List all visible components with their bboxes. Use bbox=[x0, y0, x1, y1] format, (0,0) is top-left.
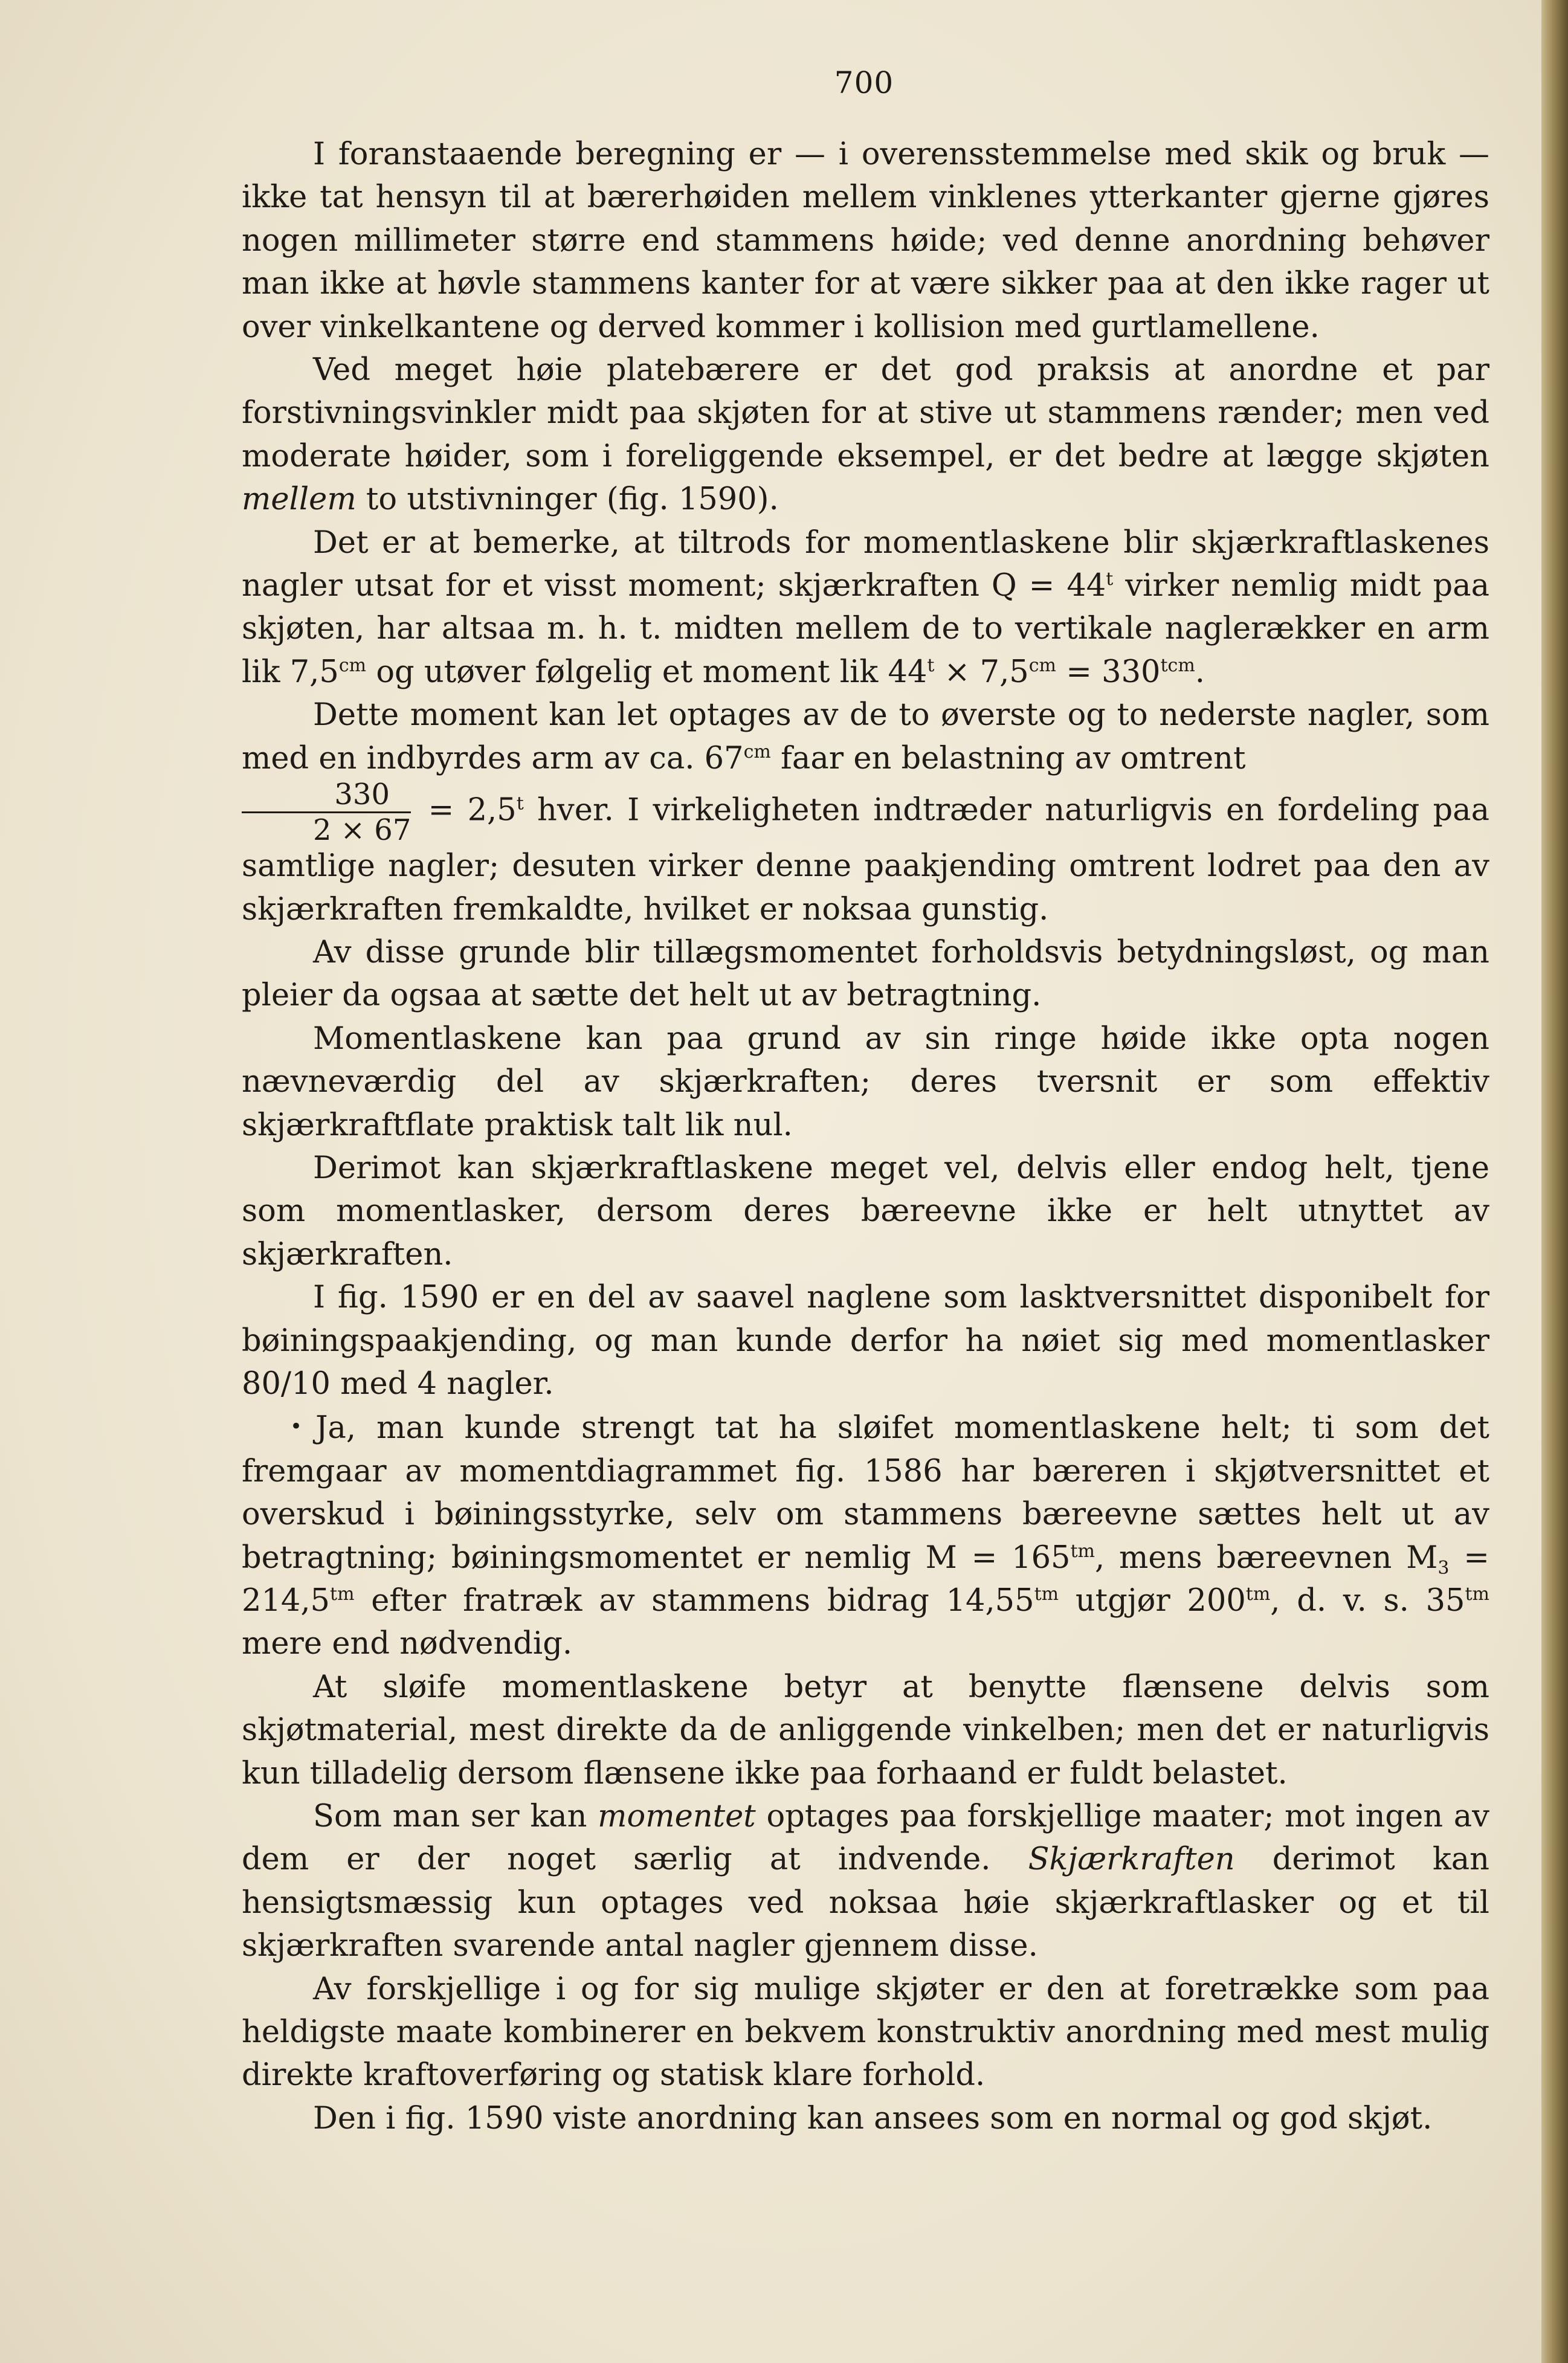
paragraph-8 bbox=[242, 1276, 1489, 1405]
p9-text-g: mere end nødvendig. bbox=[242, 1626, 573, 1662]
paragraph-4 bbox=[242, 694, 1489, 931]
paragraph-7 bbox=[242, 1147, 1489, 1276]
unit-superscript: t bbox=[1106, 569, 1114, 590]
paragraph-1-text: I foranstaaende beregning er — i overensstemmelse med skik og bruk — ikke tat hensyn til at bærerhøiden mellem vinklenes ytterkanter gjerne gjøres nogen millimeter større end stammens høide; ved denne anordning behøver man ikke at høvle stammens kanter for at være sikker paa at den ikke rager ut over vinkelkantene og derved kommer i kollision med gurtlamellene. bbox=[242, 137, 1489, 345]
p3-text-a: Det er at bemerke, at tiltrods for momentlaskene blir skjærkraftlaskenes nagler utsat for et visst moment; skjærkraften Q = 44 bbox=[242, 524, 1489, 604]
paragraph-6-text: Momentlaskene kan paa grund av sin ringe høide ikke opta nogen nævneværdig del av skjærkraften; deres tversnit er som effektiv skjærkraftflate praktisk talt lik nul. bbox=[242, 1020, 1489, 1143]
unit-superscript: cm bbox=[338, 654, 367, 676]
unit-superscript: tm bbox=[330, 1584, 355, 1605]
p3-text-f: . bbox=[1195, 654, 1205, 690]
book-spine-edge bbox=[1541, 0, 1568, 2363]
p9-text-c: = 214,5 bbox=[242, 1539, 1489, 1619]
bullet-mark: • bbox=[290, 1414, 303, 1439]
p4-text-d: hver. I virkeligheten indtræder naturligvis en fordeling paa samtlige nagler; desuten virker denne paakjending omtrent lodret paa den av skjærkraften fremkaldte, hvilket er noksaa gunstig. bbox=[242, 792, 1489, 927]
paragraph-9 bbox=[242, 1405, 1489, 1665]
unit-superscript: tcm bbox=[1160, 654, 1195, 676]
paragraph-13-text: Den i fig. 1590 viste anordning kan ansees som en normal og god skjøt. bbox=[313, 2100, 1433, 2136]
paragraph-10-text: At sløife momentlaskene betyr at benytte flænsene delvis som skjøtmaterial, mest direkte da de anliggende vinkelben; men det er naturligvis kun tilladelig dersom flænsene ikke paa forhaand er fuldt belastet. bbox=[242, 1669, 1489, 1791]
p9-text-e: utgjør 200 bbox=[1059, 1583, 1246, 1619]
p3-text-d: × 7,5 bbox=[934, 654, 1029, 690]
p4-text-b: faar en belastning av omtrent bbox=[770, 740, 1246, 776]
emphasis-mellem: mellem bbox=[242, 482, 357, 518]
unit-superscript: tm bbox=[1034, 1584, 1059, 1605]
p9-text-f: , d. v. s. 35 bbox=[1270, 1583, 1465, 1619]
paragraph-13 bbox=[242, 2097, 1489, 2140]
p9-text-b: , mens bæreevnen M bbox=[1094, 1539, 1438, 1576]
fraction bbox=[242, 778, 411, 848]
paragraph-5 bbox=[242, 931, 1489, 1017]
paragraph-12 bbox=[242, 1968, 1489, 2097]
paragraph-6 bbox=[242, 1017, 1489, 1147]
paragraph-3 bbox=[242, 521, 1489, 694]
paragraph-5-text: Av disse grunde blir tillægsmomentet forholdsvis betydningsløst, og man pleier da ogsaa at sætte det helt ut av betragtning. bbox=[242, 934, 1489, 1014]
emphasis-momentet: momentet bbox=[598, 1799, 756, 1835]
p9-text-a: Ja, man kunde strengt tat ha sløifet momentlaskene helt; ti som det fremgaar av momentdiagrammet fig. 1586 har bæreren i skjøtversnittet et overskud i bøiningsstyrke, selv om stammens bæreevne sættes helt ut av betragtning; bøiningsmomentet er nemlig M = 165 bbox=[242, 1410, 1489, 1576]
unit-superscript: t bbox=[516, 793, 524, 814]
unit-superscript: t bbox=[927, 654, 935, 676]
paragraph-7-text: Derimot kan skjærkraftlaskene meget vel, delvis eller endog helt, tjene som momentlasker, dersom deres bæreevne ikke er helt utnyttet av skjærkraften. bbox=[242, 1150, 1489, 1272]
subscript: 3 bbox=[1437, 1557, 1450, 1579]
p3-text-e: = 330 bbox=[1056, 654, 1161, 690]
paragraph-10 bbox=[242, 1666, 1489, 1795]
paragraph-2 bbox=[242, 349, 1489, 521]
fraction-numerator: 330 bbox=[242, 780, 411, 813]
unit-superscript: tm bbox=[1070, 1540, 1095, 1562]
unit-superscript: tm bbox=[1465, 1584, 1490, 1605]
emphasis-skjaerkraften: Skjærkraften bbox=[1028, 1842, 1235, 1878]
paragraph-2-text: Ved meget høie platebærere er det god praksis at anordne et par forstivningsvinkler midt paa skjøten for at stive ut stammens rænder; men ved moderate høider, som i foreliggende eksempel, er det bedre at lægge skjøten bbox=[242, 352, 1489, 474]
p3-text-b: virker nemlig midt paa skjøten, har altsaa m. h. t. midten mellem de to vertikale naglerækker en arm lik 7,5 bbox=[242, 568, 1489, 690]
p3-text-c: og utøver følgelig et moment lik 44 bbox=[366, 654, 928, 690]
paragraph-1 bbox=[242, 133, 1489, 349]
p4-text-c: = 2,5 bbox=[415, 792, 517, 828]
p9-text-d: efter fratræk av stammens bidrag 14,55 bbox=[354, 1583, 1034, 1619]
unit-superscript: cm bbox=[743, 741, 771, 762]
paragraph-8-text: I fig. 1590 er en del av saavel naglene som lasktversnittet disponibelt for bøiningspaakjending, og man kunde derfor ha nøiet sig med momentlasker 80/10 med 4 nagler. bbox=[242, 1280, 1489, 1402]
paragraph-2-text-end: to utstivninger (fig. 1590). bbox=[356, 482, 779, 518]
unit-superscript: cm bbox=[1028, 654, 1056, 676]
fraction-denominator: 2 × 67 bbox=[313, 813, 411, 848]
p11-text-a: Som man ser kan bbox=[313, 1799, 598, 1835]
p11-text-b: optages paa forskjellige maater; mot ingen av dem er der noget særlig at indvende. bbox=[242, 1799, 1489, 1878]
unit-superscript: tm bbox=[1245, 1584, 1271, 1605]
p11-text-c: derimot kan hensigtsmæssig kun optages ved noksaa høie skjærkraftlasker og et til skjærkraften svarende antal nagler gjennem disse. bbox=[242, 1842, 1489, 1964]
body-text bbox=[242, 133, 1489, 2140]
paragraph-12-text: Av forskjellige i og for sig mulige skjøter er den at foretrække som paa heldigste maate kombinerer en bekvem konstruktiv anordning med mest mulig direkte kraftoverføring og statisk klare forhold. bbox=[242, 1971, 1489, 2094]
paragraph-11 bbox=[242, 1795, 1489, 1968]
p4-text-a: Dette moment kan let optages av de to øverste og to nederste nagler, som med en indbyrdes arm av ca. 67 bbox=[242, 697, 1489, 776]
page-number: 700 bbox=[834, 65, 894, 100]
